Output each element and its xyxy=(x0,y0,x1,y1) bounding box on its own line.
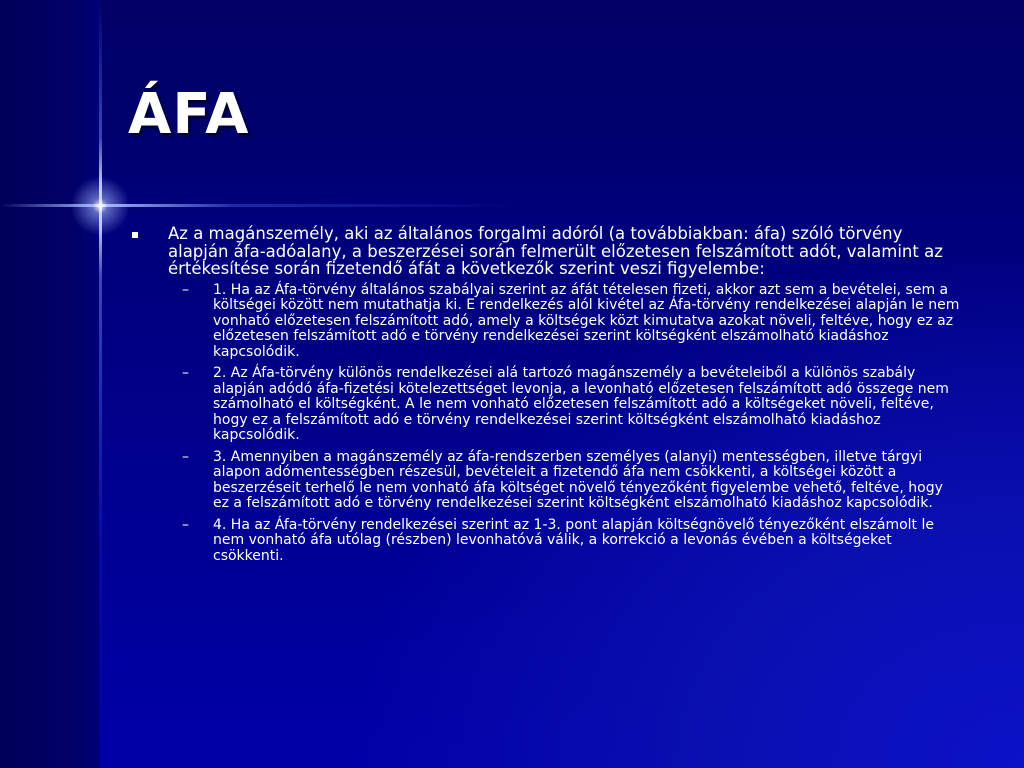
sub-item-text: 4. Ha az Áfa-törvény rendelkezései szerint az 1-3. pont alapján költségnövelő tényezőként elszámolt le nem vonható áfa utólag (részben) levonhatóvá válik, a korrekció a levonás évében a költségeket csökkenti. xyxy=(213,516,934,564)
main-bullet-text: Az a magánszemély, aki az általános forgalmi adóról (a továbbiakban: áfa) szóló törvény alapján áfa-adóalany, a beszerzései során felmerült előzetesen felszámított adót, valamint az értékesítése során fizetendő áfát a következők szerint veszi figyelembe: xyxy=(168,224,943,278)
dash-bullet-icon: – xyxy=(182,365,189,381)
dash-bullet-icon: – xyxy=(182,516,189,533)
light-flare-vertical xyxy=(99,0,102,768)
square-bullet-icon xyxy=(132,232,138,238)
list-item xyxy=(130,450,960,512)
light-flare-star-icon xyxy=(70,176,130,236)
slide-content xyxy=(130,225,960,570)
list-item xyxy=(130,366,960,444)
sub-item-text: 2. Az Áfa-törvény különös rendelkezései alá tartozó magánszemély a bevételeiből a különös szabály alapján adódó áfa-fizetési kötelezettséget levonja, a levonható előzetesen felszámított adó összege nem számolható el költségként. A le nem vonható előzetesen felszámított adó a költségeket növeli, feltéve, hogy ez a felszámított adó e törvény rendelkezései szerint költségként elszámolható kiadáshoz kapcsolódik. xyxy=(213,365,949,443)
list-item xyxy=(130,518,960,565)
dash-bullet-icon: – xyxy=(182,281,189,298)
list-item xyxy=(130,283,960,361)
left-band-decoration xyxy=(0,0,100,768)
sub-item-text: 3. Amennyiben a magánszemély az áfa-rendszerben személyes (alanyi) mentességben, illetve tárgyi alapon adómentességben részesül, bevételeit a fizetendő áfa nem csökkenti, a költségei között a beszerzéseit terhelő le nem vonható áfa költséget növelő tényezőként figyelembe vehető, feltéve, hogy ez a felszámított adó e törvény rendelkezései szerint költségként elszámolható kiadáshoz kapcsolódik. xyxy=(213,448,943,511)
sub-bullet-list xyxy=(130,283,960,565)
dash-bullet-icon: – xyxy=(182,448,189,465)
sub-item-text: 1. Ha az Áfa-törvény általános szabályai szerint az áfát tételesen fizeti, akkor azt sem a bevételei, sem a költségei között nem mutathatja ki. E rendelkezés alól kivétel az Áfa-törvény rendelkezései alapján le nem vonható előzetesen felszámított adó, amely a költségek közt kimutatva azokat növeli, feltéve, hogy ez az előzetesen felszámított adó e törvény rendelkezései szerint költségként elszámolható kiadáshoz kapcsolódik. xyxy=(213,281,960,360)
slide-title: ÁFA xyxy=(128,82,250,147)
main-bullet-item xyxy=(130,225,960,278)
